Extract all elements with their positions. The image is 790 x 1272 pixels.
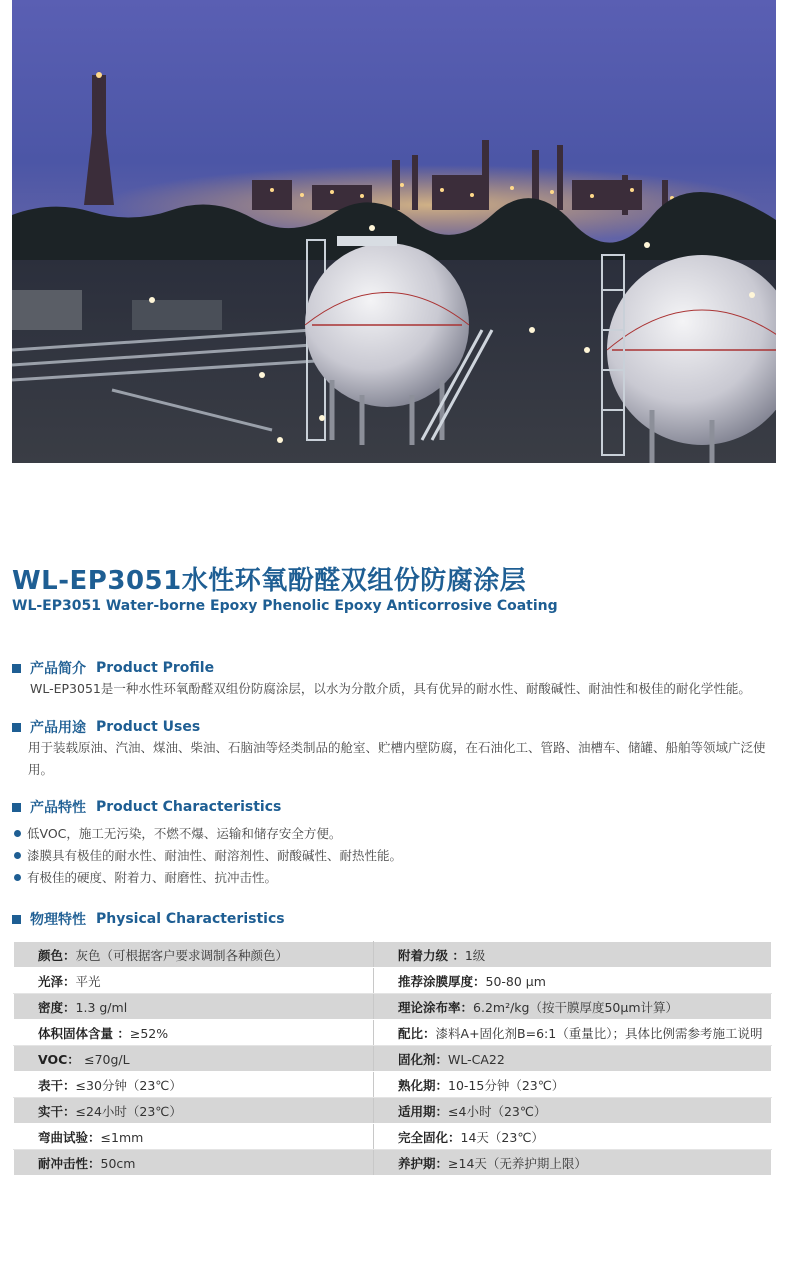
- section-heading-en: Product Uses: [96, 719, 201, 735]
- physical-properties-table: [13, 941, 772, 1176]
- section-heading-characteristics: [12, 797, 281, 817]
- table-row: 表干：≤30分钟（23℃） 熟化期：10-15分钟（23℃）: [14, 1072, 772, 1098]
- table-row: 耐冲击性：50cm 养护期：≥14天（无养护期上限）: [14, 1150, 772, 1176]
- table-row: VOC： ≤70g/L 固化剂：WL-CA22: [14, 1046, 772, 1072]
- section-heading-cn: 产品用途: [30, 720, 86, 736]
- characteristics-list: [14, 822, 402, 888]
- list-item: 有极佳的硬度、附着力、耐磨性、抗冲击性。: [14, 866, 402, 888]
- list-item: 漆膜具有极佳的耐水性、耐油性、耐溶剂性、耐酸碱性、耐热性能。: [14, 844, 402, 866]
- table-row: 实干：≤24小时（23℃） 适用期：≤4小时（23℃）: [14, 1098, 772, 1124]
- square-bullet-icon: [12, 803, 21, 812]
- profile-text: WL-EP3051是一种水性环氧酚醛双组份防腐涂层，以水为分散介质，具有优异的耐水性、耐酸碱性、耐油性和极佳的耐化学性能。: [30, 681, 751, 696]
- table-row: 弯曲试验：≤1mm 完全固化：14天（23℃）: [14, 1124, 772, 1150]
- table-row: 密度：1.3 g/ml 理论涂布率：6.2m²/kg（按干膜厚度50μm计算）: [14, 994, 772, 1020]
- table-row: 体积固体含量 ：≥52% 配比：漆料A+固化剂B=6:1（重量比）；具体比例需参考施工说明: [14, 1020, 772, 1046]
- hero-image: [12, 0, 776, 463]
- square-bullet-icon: [12, 723, 21, 732]
- section-heading-cn: 物理特性: [30, 912, 86, 928]
- section-heading-uses: [12, 717, 200, 737]
- section-heading-physical: [12, 909, 285, 929]
- page-title: WL-EP3051水性环氧酚醛双组份防腐涂层: [12, 566, 527, 596]
- square-bullet-icon: [12, 664, 21, 673]
- section-heading-en: Physical Characteristics: [96, 911, 285, 927]
- section-heading-en: Product Characteristics: [96, 799, 282, 815]
- section-heading-cn: 产品简介: [30, 661, 86, 677]
- bullet-dot-icon: [14, 874, 21, 881]
- section-heading-en: Product Profile: [96, 660, 215, 676]
- uses-text: 用于装载原油、汽油、煤油、柴油、石脑油等烃类制品的舱室、贮槽内壁防腐，在石油化工、管路、油槽车、储罐、船舶等领域广泛使用。: [28, 740, 766, 777]
- square-bullet-icon: [12, 915, 21, 924]
- bullet-dot-icon: [14, 852, 21, 859]
- section-heading-cn: 产品特性: [30, 800, 86, 816]
- table-row: 光泽：平光 推荐涂膜厚度：50-80 μm: [14, 968, 772, 994]
- list-item: 低VOC，施工无污染，不燃不爆、运输和储存安全方便。: [14, 822, 402, 844]
- bullet-dot-icon: [14, 830, 21, 837]
- table-row: 颜色：灰色（可根据客户要求调制各种颜色） 附着力级 ：1级: [14, 942, 772, 968]
- section-heading-profile: [12, 658, 214, 678]
- refinery-illustration: [12, 0, 776, 463]
- page-subtitle: WL-EP3051 Water-borne Epoxy Phenolic Epoxy Anticorrosive Coating: [12, 598, 558, 614]
